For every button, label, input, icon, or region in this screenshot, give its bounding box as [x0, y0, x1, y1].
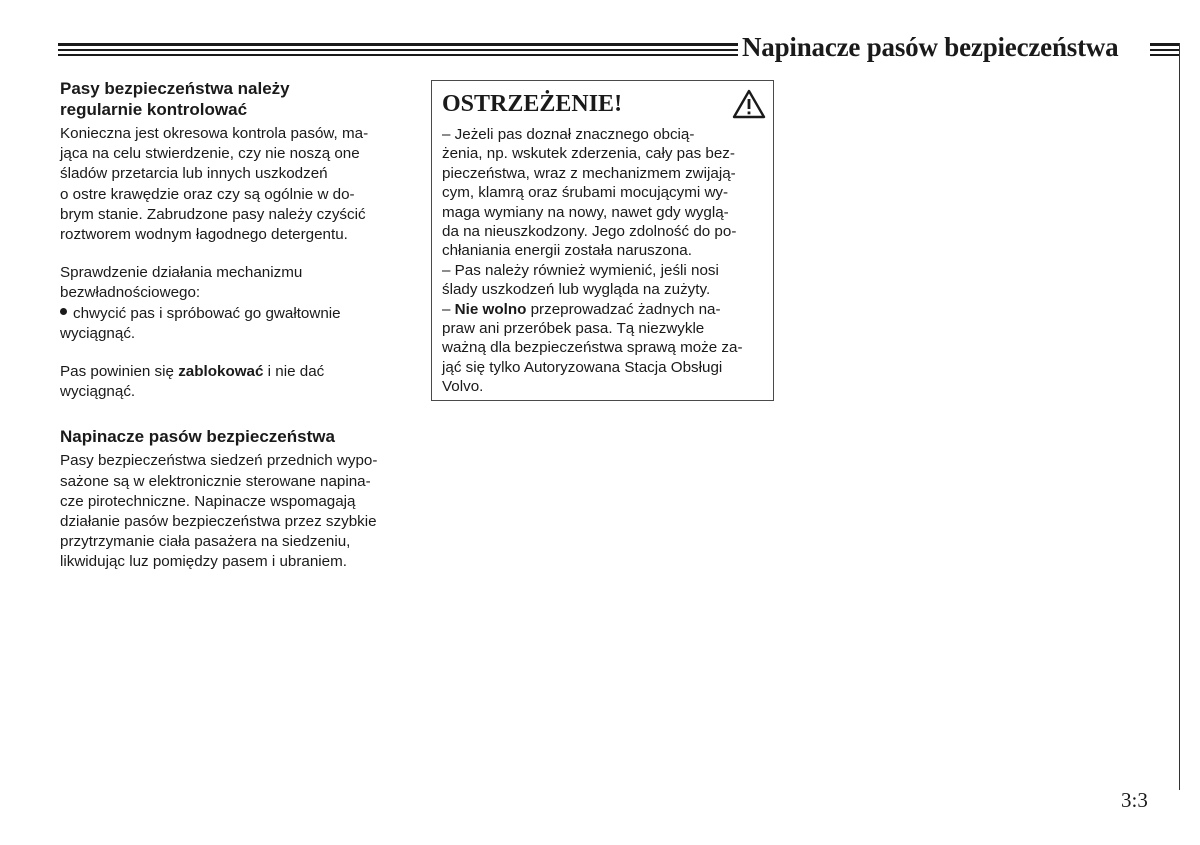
section-heading-line-2: regularnie kontrolować [60, 100, 248, 119]
warning-line: praw ani przeróbek pasa. Tą niezwykle [442, 320, 705, 338]
warning-line-no-modifications [442, 300, 767, 319]
header-rule-top [58, 43, 738, 46]
header-rule-bottom [58, 54, 738, 56]
warning-line: jąć się tylko Autoryzowana Stacja Obsługi [442, 358, 723, 376]
header-right-rule-middle [1150, 49, 1180, 51]
header-right-rule-top [1150, 43, 1180, 46]
section-heading-pretensioners: Napinacze pasów bezpieczeństwa [60, 427, 335, 447]
warning-line: chłaniania energii została naruszona. [442, 242, 692, 260]
header-right-rule-bottom [1150, 54, 1180, 56]
warning-line: żenia, np. wskutek zderzenia, cały pas bez- [442, 145, 735, 163]
warning-line: – Jeżeli pas doznał znacznego obcią- [442, 126, 695, 143]
warning-line: maga wymiany na nowy, nawet gdy wyglą- [442, 203, 729, 221]
lock-text-bold: zablokować [178, 363, 264, 381]
warning-triangle-icon [732, 89, 766, 119]
warning-line-prefix: – [442, 300, 455, 318]
page-title: Napinacze pasów bezpieczeństwa [742, 32, 1119, 62]
warning-line: ślady uszkodzeń lub wygląda na zużyty. [442, 281, 711, 299]
warning-line-rest: przeprowadzać żadnych na- [526, 300, 721, 318]
inertia-check-paragraph: Sprawdzenie działania mechanizmu bezwładnościowego: [60, 264, 303, 302]
inspection-paragraph: Konieczna jest okresowa kontrola pasów, ma- jąca na celu stwierdzenie, czy nie noszą one śladów przetarcia lub innych uszkodzeń o ostre krawędzie oraz czy są ogólnie w do- brym stanie. Zabrudzone pasy należy czyścić roztworem wodnym łagodnego detergentu. [60, 125, 369, 244]
bullet-icon [60, 308, 67, 315]
left-column [60, 78, 405, 573]
page-edge-line [1179, 43, 1180, 790]
bullet-item [60, 304, 405, 344]
page-number: 3:3 [1121, 788, 1148, 812]
warning-line: da na nieuszkodzony. Jego zdolność do po- [442, 223, 737, 241]
pretensioners-paragraph: Pasy bezpieczeństwa siedzeń przednich wypo- sażone są w elektronicznie sterowane napina- cze pirotechniczne. Napinacze wspomagają działanie pasów bezpieczeństwa przez szybkie przytrzymanie ciała pasażera na siedzeniu, likwidując luz pomiędzy pasem i ubraniem. [60, 452, 378, 571]
warning-line: Volvo. [442, 378, 484, 396]
warning-text [442, 125, 767, 397]
warning-title: OSTRZEŻENIE! [442, 91, 623, 117]
lock-text-before: Pas powinien się [60, 363, 179, 381]
section-heading-line-1: Pasy bezpieczeństwa należy [60, 79, 290, 98]
warning-line: pieczeństwa, wraz z mechanizmem zwijają- [442, 164, 736, 182]
bullet-text: chwycić pas i spróbować go gwałtownie wyciągnąć. [60, 304, 341, 342]
header-rule-middle [58, 49, 738, 51]
warning-line: – Pas należy również wymienić, jeśli nosi [442, 261, 719, 279]
lock-text-after: i nie dać wyciągnąć. [60, 363, 325, 401]
section-heading-inspection [60, 78, 405, 120]
warning-line: cym, klamrą oraz śrubami mocującymi wy- [442, 184, 729, 202]
warning-box [431, 80, 774, 401]
lock-paragraph [60, 362, 405, 402]
warning-line-bold: Nie wolno [454, 300, 527, 318]
warning-line: ważną dla bezpieczeństwa sprawą może za- [442, 339, 743, 357]
